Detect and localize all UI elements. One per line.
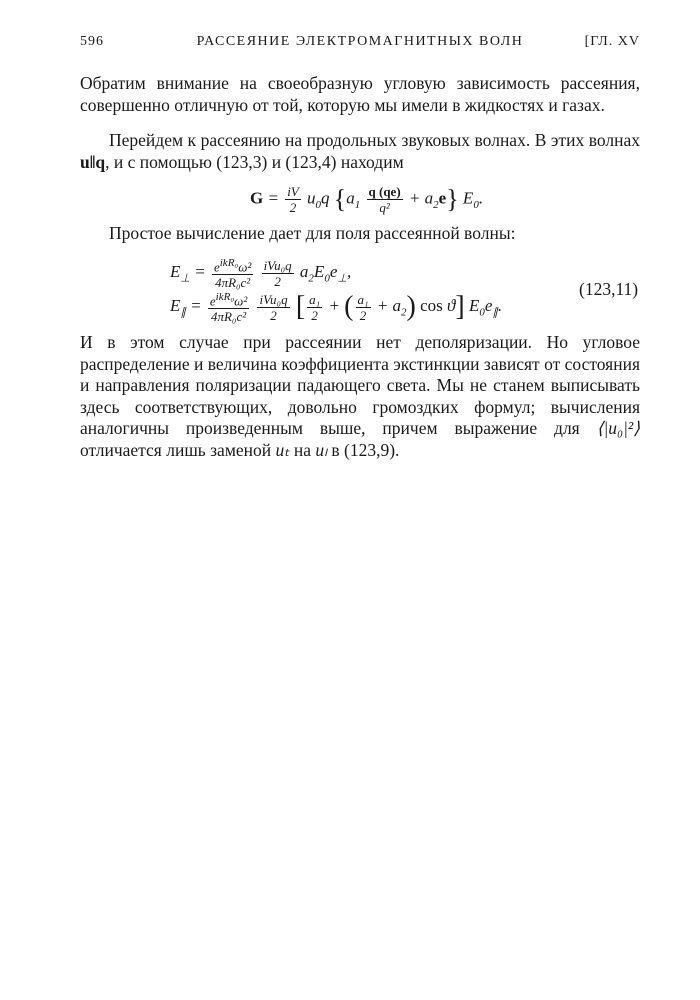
parallel-condition: u‖q — [80, 151, 106, 172]
paragraph-4-text-a: И в этом случае при рассеянии нет деполяризации. Но угловое распределение и величина коэффициента экстинкции зависят от состояния и направления поляризации падающего света. Мы не станем выписывать здесь соответствующих, довольно громоздких формул; вычисления аналогичны произведенным выше, причем выражение для — [80, 332, 640, 438]
paragraph-3: Простое вычисление дает для поля рассеянной волны: — [109, 223, 516, 243]
page-number: 596 — [80, 34, 104, 49]
formula-scattered-field: $E_\perp$ = $\frac{e^{ikR_0}\omega^2}{\text{4πR₀c²}}$ $\frac{\text{iVu₀q}}{2}$ $a_2E_0e_\perp$, $E_\parallel$ = $\frac{e^{ikR_0}\omega^2}{\text{4πR₀c²}}$ $\frac{\text{iVu₀q}}{2}$ [ $\frac{\text{a₁}}{2}$ + ( $\frac{\text{a₁}}{2}$ + $a_2$) cos ϑ] $E_0e_\parallel$. — [170, 257, 503, 325]
paragraph-2 — [80, 130, 640, 173]
mean-square-amplitude: ⟨|u₀|²⟩ — [596, 418, 640, 438]
paragraph-4-text-b: отличается лишь заменой — [80, 439, 276, 460]
equation-number: (123,11) — [579, 279, 639, 299]
paragraph-2-text-b: , и с помощью (123,3) и (123,4) находим — [105, 151, 404, 172]
paragraph-1: Обратим внимание на своеобразную угловую зависимость рассеяния, совершенно отличную от той, которую мы имели в жидкостях и газах. — [80, 73, 640, 115]
longitudinal-amplitude: uₗ — [315, 439, 327, 460]
running-title: РАССЕЯНИЕ ЭЛЕКТРОМАГНИТНЫХ ВОЛН — [196, 34, 524, 49]
paragraph-4-text-d: в (123,9). — [327, 439, 400, 460]
chapter-label: [ГЛ. XV — [584, 34, 640, 49]
paragraph-2-text-a: Перейдем к рассеянию на продольных звуковых волнах. В этих волнах — [109, 130, 640, 150]
formula-g: G = $\frac{iV}{2}$ $u_0q$ {$a_1$ $\frac{q (qe)}{\text{q²}}$ + $a_2e$} $E_0$. — [250, 184, 484, 215]
paragraph-4-text-c: на — [289, 439, 316, 460]
transverse-amplitude: uₜ — [275, 439, 290, 460]
running-head — [80, 34, 640, 54]
paragraph-4 — [80, 332, 640, 461]
